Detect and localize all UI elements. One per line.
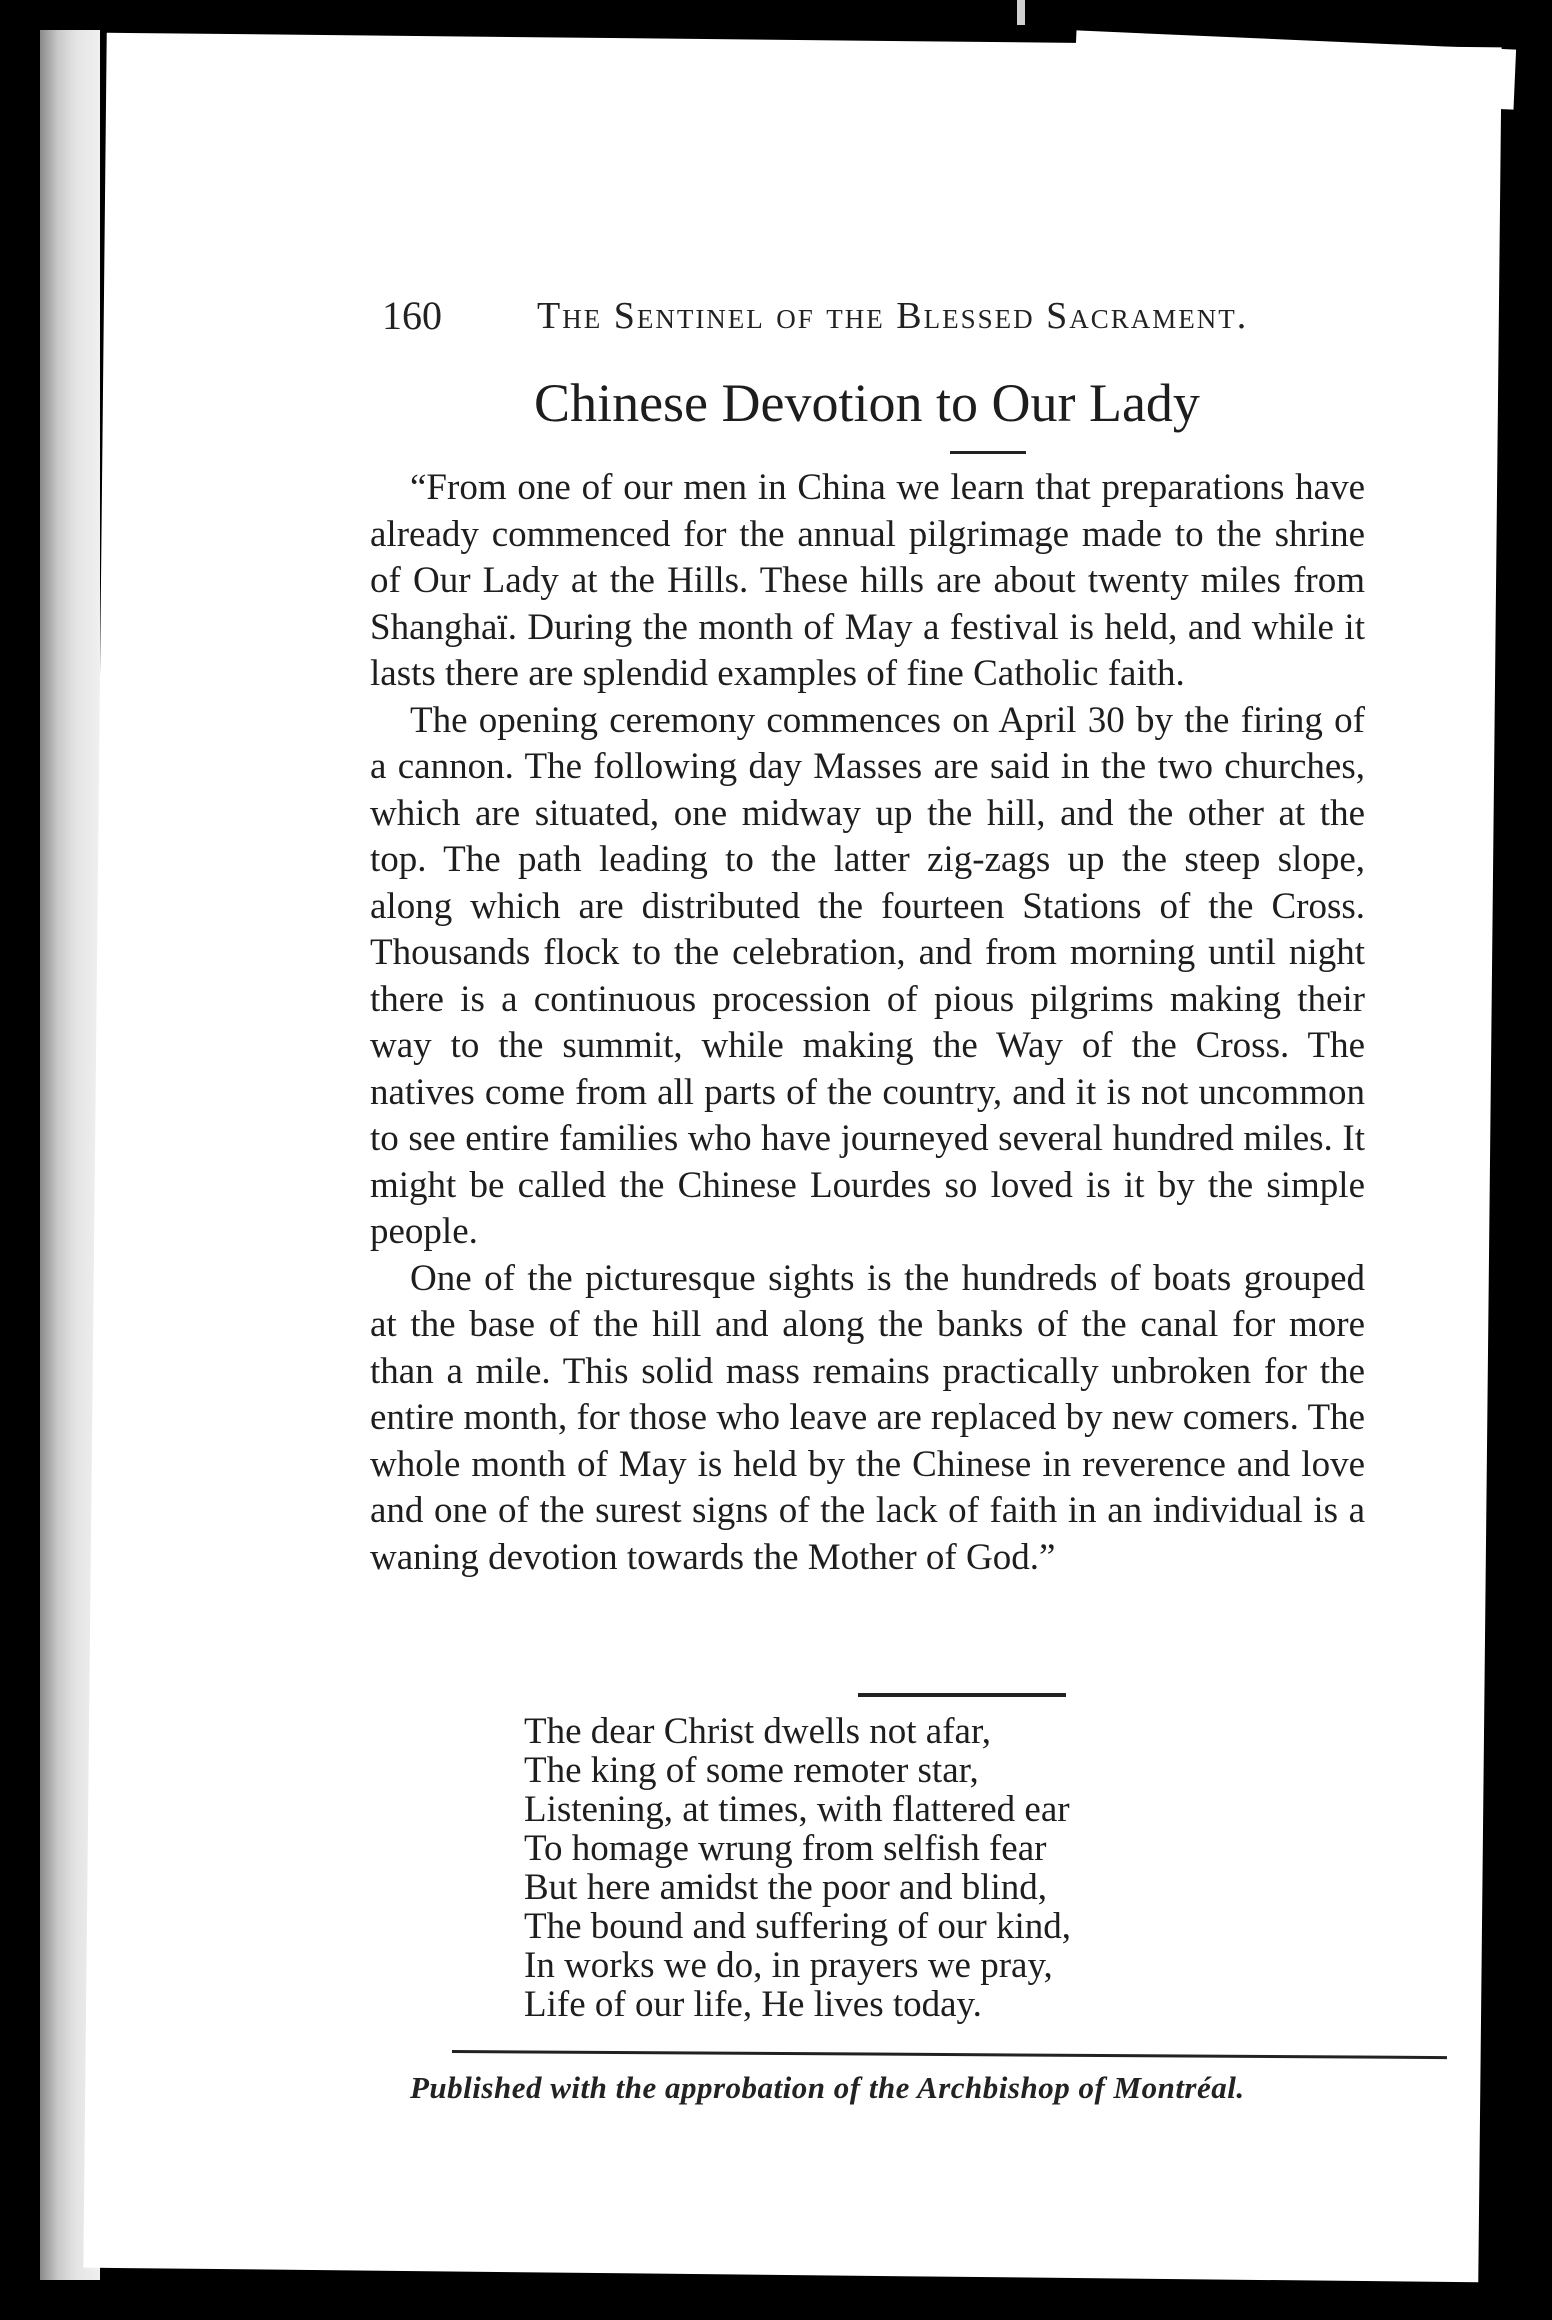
scan-speck xyxy=(1017,0,1025,25)
running-title: The Sentinel of the Blessed Sacrament. xyxy=(537,295,1249,337)
poem-line: In works we do, in prayers we pray, xyxy=(524,1945,1053,1986)
paragraph-3: One of the picturesque sights is the hundreds of boats grouped at the base of the hill and along the banks of the canal for more than a mile. This solid mass remains practically unbroken for the entire month, for those who leave are replaced by new comers. The whole month of May is held by the Chinese in reverence and love and one of the surest signs of the lack of faith in an individual is a waning devotion towards the Mother of God.” xyxy=(370,1257,1365,1578)
poem-line: Listening, at times, with flattered ear xyxy=(524,1789,1070,1830)
paragraph-1: “From one of our men in China we learn that preparations have already commenced for the annual pilgrimage made to the shrine of Our Lady at the Hills. These hills are about twenty miles from Shanghaï. During the month of May a festival is held, and while it lasts there are splendid examples of fine Catholic faith. xyxy=(370,467,1365,694)
poem-line: The king of some remoter star, xyxy=(524,1750,979,1791)
article-title: Chinese Devotion to Our Lady xyxy=(534,373,1200,433)
poem xyxy=(524,1712,1244,2024)
poem-line: To homage wrung from selfish fear xyxy=(524,1828,1047,1869)
poem-line: The dear Christ dwells not afar, xyxy=(524,1711,992,1752)
poem-line: Life of our life, He lives today. xyxy=(524,1984,982,2025)
article-body xyxy=(370,465,1365,1581)
poem-line: The bound and suffering of our kind, xyxy=(524,1906,1072,1947)
title-rule xyxy=(950,451,1026,454)
paragraph-2: The opening ceremony commences on April 30 by the firing of a cannon. The following day Masses are said in the two churches, which are situated, one midway up the hill, and the other at the top. The path leading to the latter zig-zags up the steep slope, along which are distributed the fourteen Stations of the Cross. Thousands flock to the celebration, and from morning until night there is a continuous procession of pious pilgrims making their way to the summit, while making the Way of the Cross. The natives come from all parts of the country, and it is not uncommon to see entire families who have journeyed several hundred miles. It might be called the Chinese Lourdes so loved is it by the simple people. xyxy=(370,699,1365,1252)
page-header xyxy=(382,292,1352,352)
section-rule xyxy=(858,1693,1066,1697)
page-number: 160 xyxy=(382,293,442,338)
approbation-note: Published with the approbation of the Archbishop of Montréal. xyxy=(410,2070,1245,2105)
poem-line: But here amidst the poor and blind, xyxy=(524,1867,1048,1908)
